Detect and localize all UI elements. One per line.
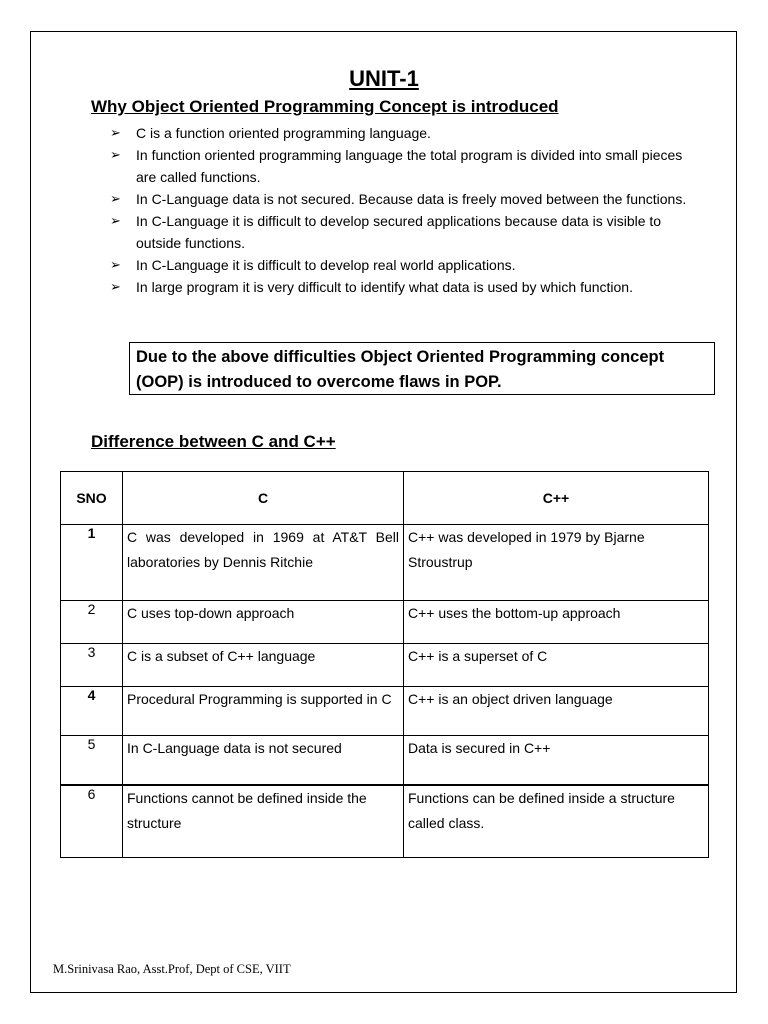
cpp-cell: C++ is a superset of C — [404, 644, 709, 687]
cpp-header: C++ — [404, 472, 709, 525]
c-cell: C was developed in 1969 at AT&T Bell laboratories by Dennis Ritchie — [123, 525, 404, 601]
sno-cell: 4 — [61, 687, 123, 736]
arrow-bullet-icon: ➢ — [110, 125, 121, 140]
list-item-text: In function oriented programming language the total program is divided into small pieces are called functions. — [136, 147, 683, 185]
list-item — [108, 188, 698, 210]
footer-author: M.Srinivasa Rao, Asst.Prof, Dept of CSE, VIIT — [53, 962, 291, 976]
sno-cell: 6 — [61, 785, 123, 858]
table-row — [61, 687, 709, 736]
arrow-bullet-icon: ➢ — [110, 213, 121, 228]
unit-title: UNIT-1 — [349, 66, 419, 91]
difficulties-list — [108, 122, 698, 298]
cpp-cell: Functions can be defined inside a structure called class. — [404, 785, 709, 858]
table-row — [61, 644, 709, 687]
cpp-cell: C++ was developed in 1979 by Bjarne Stroustrup — [404, 525, 709, 601]
arrow-bullet-icon: ➢ — [110, 147, 121, 162]
list-item-text: In large program it is very difficult to identify what data is used by which function. — [136, 279, 633, 295]
table-row — [61, 525, 709, 601]
table-header-row — [61, 472, 709, 525]
sno-header: SNO — [61, 472, 123, 525]
list-item — [108, 144, 698, 188]
oop-conclusion-box: Due to the above difficulties Object Oriented Programming concept (OOP) is introduced to overcome flaws in POP. — [129, 342, 715, 395]
cpp-cell: C++ is an object driven language — [404, 687, 709, 736]
arrow-bullet-icon: ➢ — [110, 257, 121, 272]
c-cell: Procedural Programming is supported in C — [123, 687, 404, 736]
cpp-cell: Data is secured in C++ — [404, 736, 709, 786]
c-cell: C uses top-down approach — [123, 601, 404, 644]
list-item-text: C is a function oriented programming language. — [136, 125, 431, 141]
table-row — [61, 736, 709, 786]
arrow-bullet-icon: ➢ — [110, 191, 121, 206]
c-cell: Functions cannot be defined inside the structure — [123, 785, 404, 858]
list-item — [108, 276, 698, 298]
c-vs-cpp-table — [60, 471, 709, 858]
sno-cell: 2 — [61, 601, 123, 644]
list-item-text: In C-Language it is difficult to develop real world applications. — [136, 257, 516, 273]
list-item — [108, 210, 698, 254]
c-cell: C is a subset of C++ language — [123, 644, 404, 687]
list-item — [108, 122, 698, 144]
sno-cell: 5 — [61, 736, 123, 786]
list-item-text: In C-Language data is not secured. Because data is freely moved between the functions. — [136, 191, 687, 207]
table-row — [61, 601, 709, 644]
cpp-cell: C++ uses the bottom-up approach — [404, 601, 709, 644]
why-oop-heading: Why Object Oriented Programming Concept is introduced — [91, 97, 559, 116]
list-item — [108, 254, 698, 276]
difference-heading: Difference between C and C++ — [91, 432, 336, 451]
sno-cell: 1 — [61, 525, 123, 601]
table-row — [61, 785, 709, 858]
arrow-bullet-icon: ➢ — [110, 279, 121, 294]
c-cell: In C-Language data is not secured — [123, 736, 404, 786]
list-item-text: In C-Language it is difficult to develop secured applications because data is visible to outside functions. — [136, 213, 662, 251]
c-header: C — [123, 472, 404, 525]
sno-cell: 3 — [61, 644, 123, 687]
